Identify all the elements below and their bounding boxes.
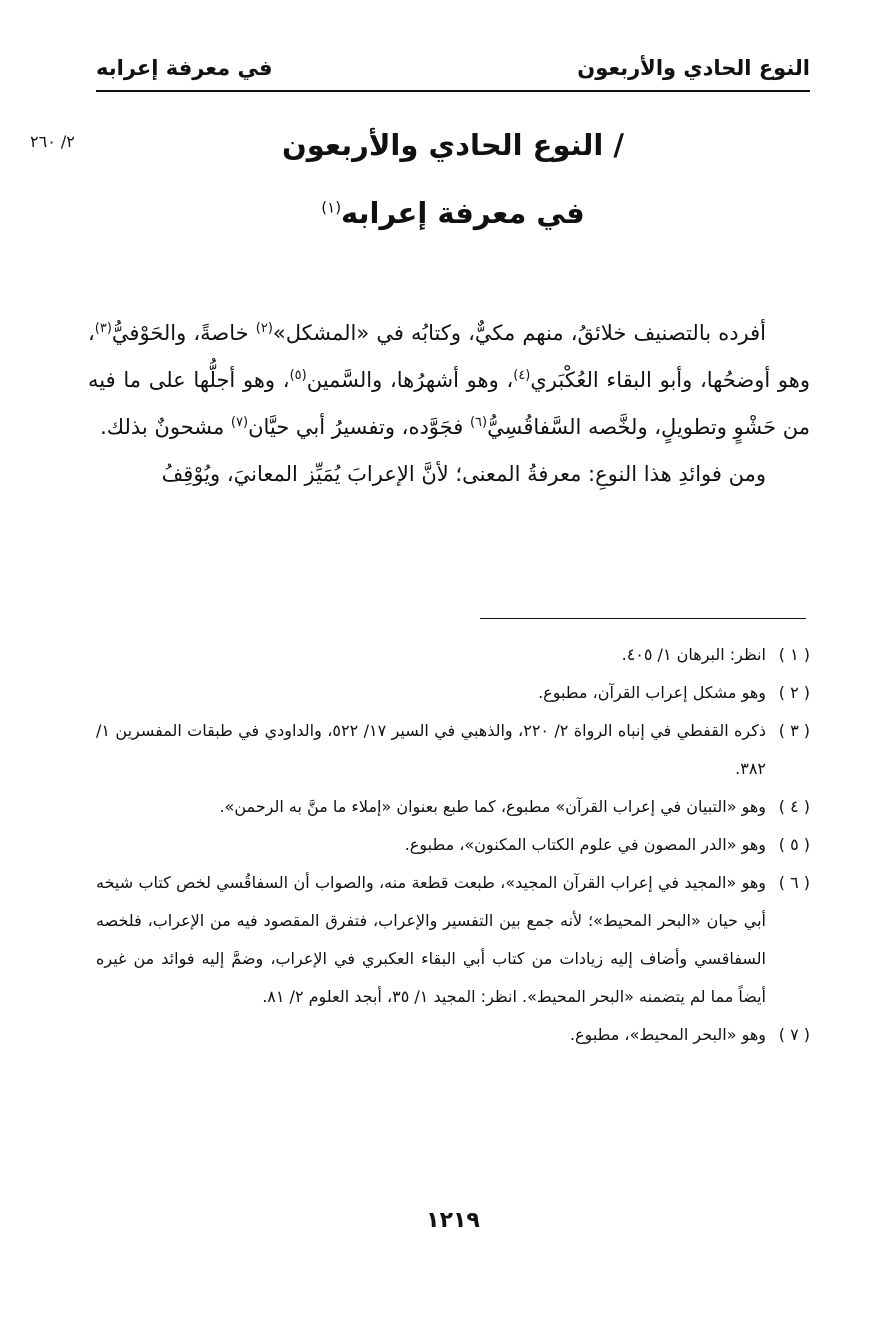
- text-run: فجَوَّده، وتفسيرُ أبي حيَّان: [248, 415, 470, 439]
- footnote: [96, 788, 810, 826]
- chapter-subtitle: [96, 196, 810, 230]
- footnote: [96, 1016, 810, 1054]
- footnote-number: ( ٢ ): [778, 683, 810, 702]
- running-header-chapter: النوع الحادي والأربعون: [577, 56, 810, 80]
- footnote-text: وهو مشكل إعراب القرآن، مطبوع.: [538, 683, 766, 702]
- footnote-marker: (٧): [230, 415, 249, 430]
- footnote-number: ( ٦ ): [778, 873, 810, 892]
- footnote: [96, 674, 810, 712]
- text-run: ، وهو أوضحُها، وأبو البقاء العُكْبَري: [88, 321, 810, 392]
- body-paragraph: [88, 310, 810, 451]
- body-text: [88, 310, 810, 498]
- footnote-number: ( ٤ ): [778, 797, 810, 816]
- footnote-text: ذكره القفطي في إنباه الرواة ٢/ ٢٢٠، والذهبي في السير ١٧/ ٥٢٢، والداودي في طبقات المفسرين ١/ ٣٨٢.: [96, 721, 766, 778]
- text-run: مشحونٌ بذلك.: [100, 415, 231, 439]
- footnote-number: ( ١ ): [778, 645, 810, 664]
- footnote-number: ( ٧ ): [778, 1025, 810, 1044]
- text-run: ، وهو أشهرُها، والسَّمين: [306, 368, 514, 392]
- running-header-topic: في معرفة إعرابه: [96, 56, 273, 80]
- footnotes: [96, 636, 810, 1054]
- footnote-number: ( ٥ ): [778, 835, 810, 854]
- footnote-separator: [480, 618, 806, 619]
- text-run: خاصةً، والحَوْفيُّ: [111, 321, 256, 345]
- footnote-text: وهو «البحر المحيط»، مطبوع.: [569, 1025, 766, 1044]
- running-header: [96, 50, 810, 92]
- footnote-marker: (٤): [513, 368, 531, 383]
- footnote-marker: (١): [321, 198, 342, 217]
- footnote-text: وهو «المجيد في إعراب القرآن المجيد»، طبعت قطعة منه، والصواب أن السفاقُسي لخص كتاب شيخه أبي حيان «البحر المحيط»؛ لأنه جمع بين التفسير والإعراب، فتفرق المقصود فيه من الإعراب، فلخصه السفاقسي وأضاف إليه زيادات من كتاب أبي البقاء العكبري في الإعراب، وضمَّ إليه فوائد من غيره أيضاً مما لم يتضمنه «البحر المحيط». انظر: المجيد ١/ ٣٥، أبجد العلوم ٢/ ٨١.: [96, 873, 766, 1006]
- footnote-number: ( ٣ ): [778, 721, 810, 740]
- body-paragraph: ومن فوائدِ هذا النوعِ: معرفةُ المعنى؛ لأنَّ الإعرابَ يُمَيِّز المعانيَ، ويُوْقِفُ: [161, 462, 766, 486]
- footnote-marker: (٢): [255, 321, 273, 336]
- footnote: [96, 636, 810, 674]
- footnote-text: وهو «التبيان في إعراب القرآن» مطبوع، كما طبع بعنوان «إملاء ما منَّ به الرحمن».: [219, 797, 766, 816]
- footnote-text: وهو «الدر المصون في علوم الكتاب المكنون»، مطبوع.: [404, 835, 766, 854]
- footnote: [96, 864, 810, 1016]
- page-number: ١٢١٩: [426, 1208, 480, 1233]
- footnote-marker: (٥): [289, 368, 307, 383]
- chapter-subtitle-text: في معرفة إعرابه: [341, 196, 585, 230]
- chapter-title: / النوع الحادي والأربعون: [281, 128, 625, 162]
- footnote: [96, 826, 810, 864]
- text-run: ، وهو أجلُّها على ما فيه من حَشْوٍ وتطويلٍ، ولخَّصه السَّفاقُسِيُّ: [88, 368, 810, 439]
- manuscript-reference: ٢/ ٢٦٠: [30, 132, 75, 151]
- footnote-text: انظر: البرهان ١/ ٤٠٥.: [621, 645, 766, 664]
- footnote: [96, 712, 810, 788]
- text-run: أفرده بالتصنيف خلائقُ، منهم مكيٌّ، وكتابُه في «المشكل»: [272, 321, 767, 345]
- footnote-marker: (٦): [469, 415, 488, 430]
- footnote-marker: (٣): [94, 321, 112, 336]
